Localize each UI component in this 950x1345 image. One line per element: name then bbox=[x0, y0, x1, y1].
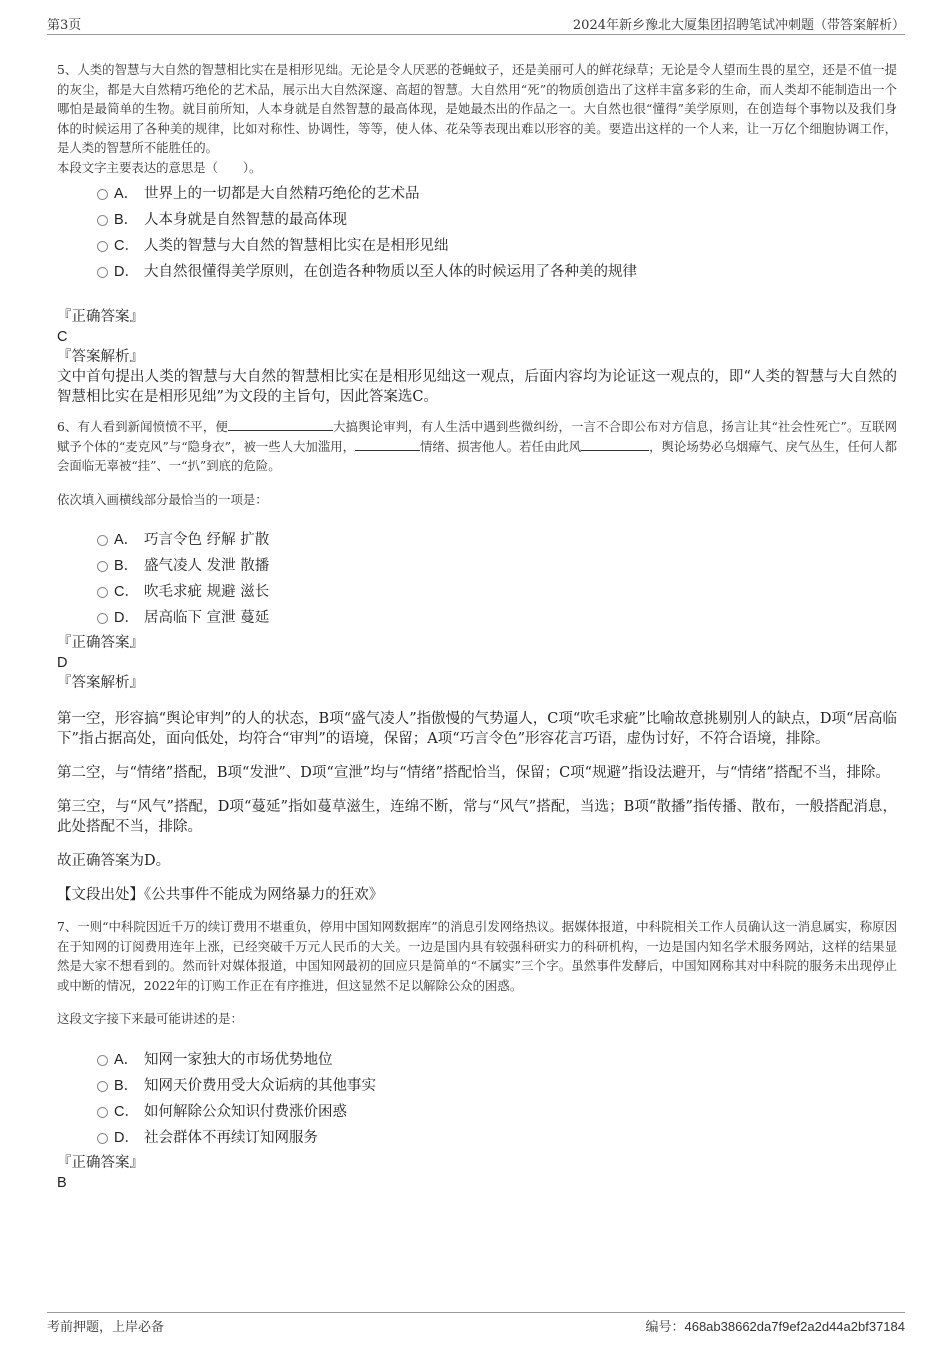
correct-answer-label: 『正确答案』 bbox=[57, 1154, 144, 1171]
radio-button[interactable] bbox=[97, 267, 108, 278]
analysis-paragraph-3: 第三空，与“风气”搭配，D项“蔓延”指如蔓草滋生，连绵不断，常与“风气”搭配，当选；B项“散播”指传播、散布，一般搭配消息，此处搭配不当，排除。 bbox=[57, 799, 897, 835]
page-number: 第3页 bbox=[47, 18, 82, 33]
radio-button[interactable] bbox=[97, 1133, 108, 1144]
correct-answer-label: 『正确答案』 bbox=[57, 635, 144, 651]
page-content bbox=[57, 60, 897, 1193]
question-7-options bbox=[57, 1047, 897, 1151]
question-6-options bbox=[57, 527, 897, 631]
footer-slogan: 考前押题，上岸必备 bbox=[47, 1320, 165, 1335]
option-c[interactable]: C． 吹毛求疵 规避 滋长 bbox=[57, 579, 897, 605]
analysis-text: 文中首句提出人类的智慧与大自然的智慧相比实在是相形见绌这一观点，后面内容均为论证这一观点的，即“人类的智慧与大自然的智慧相比实在是相形见绌”为文段的主旨句，因此答案选C。 bbox=[57, 369, 897, 405]
page-header bbox=[47, 12, 905, 35]
question-5-prompt: 本段文字主要表达的意思是（ ）。 bbox=[57, 159, 262, 175]
passage-source: 【文段出处】《公共事件不能成为网络暴力的狂欢》 bbox=[57, 887, 384, 903]
correct-answer-label: 『正确答案』 bbox=[57, 309, 144, 325]
option-c[interactable]: C． 如何解除公众知识付费涨价困惑 bbox=[57, 1099, 897, 1125]
fill-blank bbox=[355, 438, 420, 451]
option-a[interactable]: A． 世界上的一切都是大自然精巧绝伦的艺术品 bbox=[57, 181, 897, 207]
page-footer bbox=[47, 1312, 905, 1337]
question-5-text: 5、人类的智慧与大自然的智慧相比实在是相形见绌。无论是令人厌恶的苍蝇蚊子，还是美丽可人的鲜花绿草；无论是令人望而生畏的星空，还是不值一提的灰尘，都是大自然精巧绝伦的艺术品，展示出大自然深邃、高超的智慧。大自然用“死”的物质创造出了这样丰富多彩的生命，而人类却不能制造出一个哪怕是最简单的生物。就目前所知，人本身就是自然智慧的最高体现，是她最杰出的作品之一。大自然也很“懂得”美学原则，在创造每个事物以及我们身体的时候运用了各种美的规律，比如对称性、协调性，等等，使人体、花朵等表现出难以形容的美。要造出这样的一个人来，让一万亿个细胞协调工作，是人类的智慧所不能胜任的。 bbox=[57, 62, 897, 155]
radio-button[interactable] bbox=[97, 613, 108, 624]
question-7-text: 7、一则“中科院因近千万的续订费用不堪重负，停用中国知网数据库”的消息引发网络热议。据媒体报道，中科院相关工作人员确认这一消息属实，称原因在于知网的订阅费用连年上涨，已经突破千万元人民币的大关。一边是国内具有较强科研实力的科研机构，一边是国内知名学术服务网站，这样的结果显然是大家不想看到的。然而针对媒体报道，中国知网最初的回应只是简单的“不属实”三个字。虽然事件发酵后，中国知网称其对中科院的服务未出现停止或中断的情况，2022年的订购工作正在有序推进，但这显然不足以解除公众的困惑。 bbox=[57, 919, 897, 993]
document-title: 2024年新乡豫北大厦集团招聘笔试冲刺题（带答案解析） bbox=[572, 18, 905, 33]
question-5 bbox=[57, 60, 897, 407]
correct-answer: D bbox=[57, 655, 68, 671]
analysis-label: 『答案解析』 bbox=[57, 349, 144, 365]
radio-button[interactable] bbox=[97, 241, 108, 252]
option-b[interactable]: B． 人本身就是自然智慧的最高体现 bbox=[57, 207, 897, 233]
question-6-prompt: 依次填入画横线部分最恰当的一项是： bbox=[57, 491, 268, 507]
radio-button[interactable] bbox=[97, 189, 108, 200]
question-6-text: 6、有人看到新闻愤愤不平，便 大搞舆论审判，有人生活中遇到些微纠纷，一言不合即公布对方信息，扬言让其“社会性死亡”。互联网赋予个体的“麦克风”与“隐身衣”，被一些人大加滥用， 情绪、损害他人。若任由此风 ，舆论场势必乌烟瘴气、戾气丛生，任何人都会面临无辜被“挂”、一“扒”到底的危险。 bbox=[57, 419, 898, 473]
question-5-options bbox=[57, 181, 897, 285]
option-a[interactable]: A． 知网一家独大的市场优势地位 bbox=[57, 1047, 897, 1073]
option-d[interactable]: D． 居高临下 宣泄 蔓延 bbox=[57, 605, 897, 631]
radio-button[interactable] bbox=[97, 1107, 108, 1118]
radio-button[interactable] bbox=[97, 587, 108, 598]
document-code: 编号：468ab38662da7f9ef2a2d44a2bf37184 bbox=[645, 1319, 905, 1334]
question-7-prompt: 这段文字接下来最可能讲述的是： bbox=[57, 1011, 243, 1026]
radio-button[interactable] bbox=[97, 561, 108, 572]
analysis-paragraph-2: 第二空，与“情绪”搭配，B项“发泄”、D项“宣泄”均与“情绪”搭配恰当，保留；C项“规避”指设法避开，与“情绪”搭配不当，排除。 bbox=[57, 765, 890, 781]
analysis-paragraph-1: 第一空，形容搞“舆论审判”的人的状态，B项“盛气凌人”指傲慢的气势逼人，C项“吹毛求疵”比喻故意挑剔别人的缺点，D项“居高临下”指占据高处，面向低处，均符合“审判”的语境，保留；A项“巧言令色”形容花言巧语，虚伪讨好，不符合语境，排除。 bbox=[57, 711, 897, 747]
radio-button[interactable] bbox=[97, 535, 108, 546]
fill-blank bbox=[581, 438, 649, 451]
radio-button[interactable] bbox=[97, 1055, 108, 1066]
fill-blank bbox=[228, 418, 333, 431]
option-a[interactable]: A． 巧言令色 纾解 扩散 bbox=[57, 527, 897, 553]
option-b[interactable]: B． 盛气凌人 发泄 散播 bbox=[57, 553, 897, 579]
question-6 bbox=[57, 417, 897, 905]
option-c[interactable]: C． 人类的智慧与大自然的智慧相比实在是相形见绌 bbox=[57, 233, 897, 259]
correct-answer: B bbox=[57, 1174, 67, 1191]
option-d[interactable]: D． 大自然很懂得美学原则，在创造各种物质以至人体的时候运用了各种美的规律 bbox=[57, 259, 897, 285]
analysis-conclusion: 故正确答案为D。 bbox=[57, 853, 171, 869]
option-d[interactable]: D． 社会群体不再续订知网服务 bbox=[57, 1125, 897, 1151]
radio-button[interactable] bbox=[97, 215, 108, 226]
correct-answer: C bbox=[57, 329, 68, 345]
radio-button[interactable] bbox=[97, 1081, 108, 1092]
option-b[interactable]: B． 知网天价费用受大众诟病的其他事实 bbox=[57, 1073, 897, 1099]
analysis-label: 『答案解析』 bbox=[57, 675, 144, 691]
question-7 bbox=[57, 917, 897, 1193]
